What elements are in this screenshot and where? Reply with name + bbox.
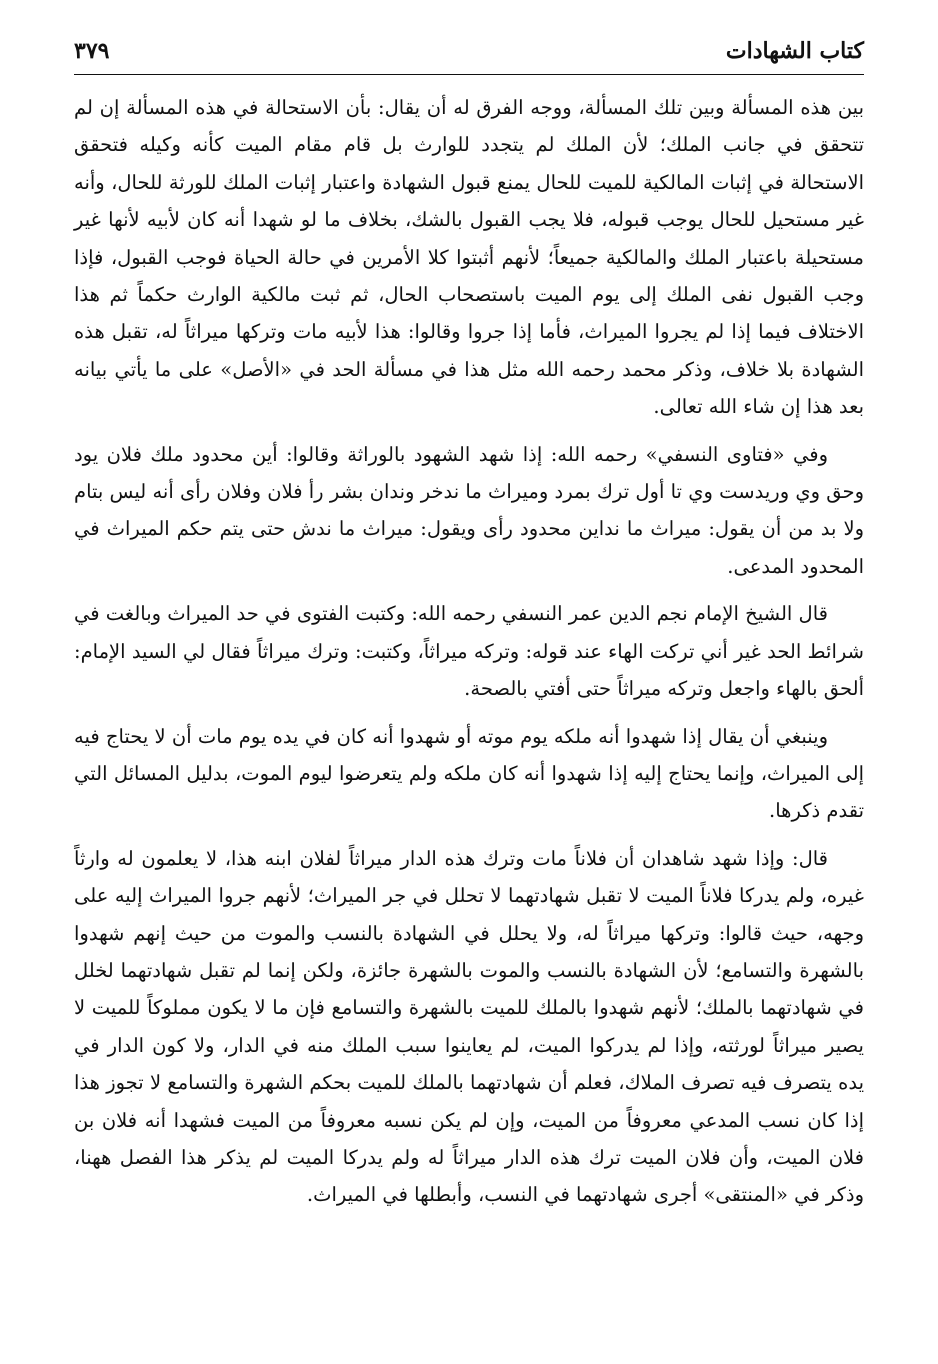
- paragraph-3: قال الشيخ الإمام نجم الدين عمر النسفي رحمه الله: وكتبت الفتوى في حد الميراث وبالغت في شرائط الحد غير أني تركت الهاء عند قوله: وتركه ميراثاً، وكتبت: وترك ميراثاً فقال لي السيد الإمام: ألحق بالهاء واجعل وتركه ميراثاً حتى أفتي بالصحة.: [74, 602, 864, 701]
- document-page: [74, 34, 864, 1224]
- paragraph-2: وفي «فتاوى النسفي» رحمه الله: إذا شهد الشهود بالوراثة وقالوا: أين محدود ملك فلان يود وحق وي وريدست وي تا أول ترك بمرد وميراث ما ندخر وندان بشر رأ فلان وفلان رأى أنه ليس بتام ولا بد من أن يقول: ميراث ما نداين محدود رأى ويقول: ميراث ما ندش حتى يتم حكم الميراث في المحدود المدعى.: [74, 442, 864, 578]
- page-header: [74, 34, 864, 75]
- chapter-title: كتاب الشهادات: [725, 38, 864, 64]
- page-number: ٣٧٩: [74, 38, 110, 64]
- paragraph-1: بين هذه المسألة وبين تلك المسألة، ووجه الفرق له أن يقال: بأن الاستحالة في هذه المسألة إن لم تتحقق في جانب الملك؛ لأن الملك لم يتجدد للوارث بل قام مقام الميت كأنه وكيله فتحقق الاستحالة في إثبات المالكية للميت للحال يمنع قبول الشهادة واعتبار إثبات الملك للورثة للحال، وأنه غير مستحيل للحال يوجب قبوله، فلا يجب القبول بالشك، بخلاف ما لو شهدا أنه كان لأبيه لأنها غير مستحيلة باعتبار الملك والمالكية جميعاً؛ لأنهم أثبتوا كلا الأمرين في حالة الحياة فوجب القبول، فإذا وجب القبول نفى الملك إلى يوم الميت باستصحاب الحال، ثم ثبت مالكية الوارث حكماً ثم هذا الاختلاف فيما إذا لم يجروا الميراث، فأما إذا جروا وقالوا: هذا لأبيه مات وتركها ميراثاً له، تقبل هذه الشهادة بلا خلاف، وذكر محمد رحمه الله مثل هذا في مسألة الحد في «الأصل» على ما يأتي بيانه بعد هذا إن شاء الله تعالى.: [74, 96, 864, 419]
- paragraph-4: وينبغي أن يقال إذا شهدوا أنه ملكه يوم موته أو شهدوا أنه كان في يده يوم مات أن لا يحتاج فيه إلى الميراث، وإنما يحتاج إليه إذا شهدوا أنه كان ملكه ولم يتعرضوا ليوم الموت، بدليل المسائل التي تقدم ذكرها.: [74, 724, 864, 823]
- paragraph-5: قال: وإذا شهد شاهدان أن فلاناً مات وترك هذه الدار ميراثاً لفلان ابنه هذا، لا يعلمون له وارثاً غيره، ولم يدركا فلاناً الميت لا تقبل شهادتهما لا تحلل في جر الميراث؛ لأنهم جروا الميراث إليه على وجهه، حيث قالوا: وتركها ميراثاً له، ولا يحلل في الشهادة بالنسب والموت من حيث إنهم شهدوا بالشهرة والتسامع؛ لأن الشهادة بالنسب والموت بالشهرة جائزة، ولكن إنما لم تقبل شهادتهما لخلل في شهادتهما بالملك؛ لأنهم شهدوا بالملك للميت بالشهرة والتسامع فإن ما لا يكون مملوكاً للميت لا يصير ميراثاً لورثته، وإذا لم يدركوا الميت، لم يعاينوا سبب الملك منه في الدار، ولا كون الدار في يده يتصرف فيه تصرف الملاك، فعلم أن شهادتهما بالملك للميت بحكم الشهرة والتسامع لا تجوز هذا إذا كان نسب المدعي معروفاً من الميت، وإن لم يكن نسبه معروفاً من الميت فشهدا أنه فلان بن فلان الميت، وأن فلان الميت ترك هذه الدار ميراثاً له ولم يدركا الميت لم يذكر هذا الفصل ههنا، وذكر في «المنتقى» أجرى شهادتهما في النسب، وأبطلها في الميراث.: [74, 846, 864, 1207]
